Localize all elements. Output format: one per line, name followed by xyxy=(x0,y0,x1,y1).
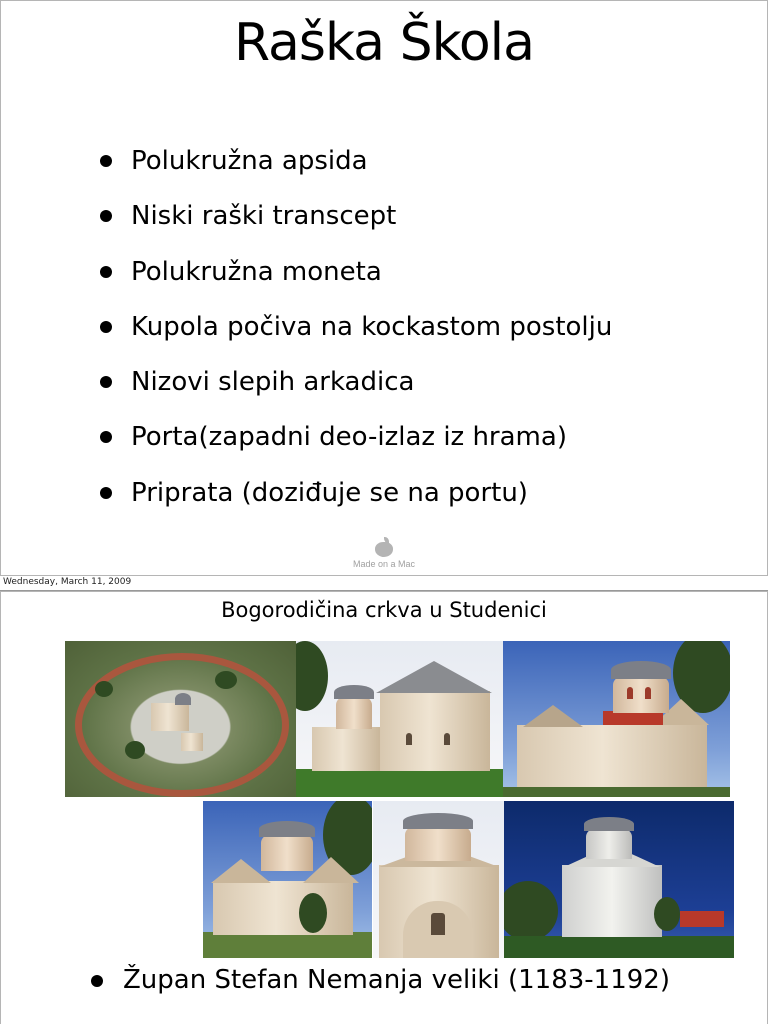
bullet-item xyxy=(97,360,612,415)
bullet-text: Polukružna apsida xyxy=(131,146,368,176)
bullet-list xyxy=(97,139,612,526)
bullet-item xyxy=(97,305,612,360)
church-southeast-view-photo xyxy=(503,641,730,797)
bullet-dot-icon xyxy=(100,210,112,222)
slide-2-title: Bogorodičina crkva u Studenici xyxy=(221,598,547,622)
made-on-mac-label: Made on a Mac xyxy=(352,559,416,569)
bullet-text: Porta(zapadni deo-izlaz iz hrama) xyxy=(131,422,567,453)
slide-1-title: Raška Škola xyxy=(234,13,534,73)
bullet-dot-icon xyxy=(100,266,112,278)
bullet-dot-icon xyxy=(100,376,112,388)
bullet-item xyxy=(97,415,612,470)
bullet-dot-icon xyxy=(100,321,112,333)
made-on-mac-badge xyxy=(341,537,427,569)
aerial-view-photo xyxy=(65,641,296,797)
bullet-item xyxy=(97,194,612,249)
bullet-item xyxy=(97,139,612,194)
church-evening-view-photo xyxy=(504,801,734,958)
bullet-item xyxy=(89,960,670,1000)
church-east-view-photo xyxy=(203,801,372,958)
church-apse-view-photo xyxy=(373,801,504,958)
bullet-text: Kupola počiva na kockastom postolju xyxy=(131,311,613,342)
bullet-dot-icon xyxy=(100,431,112,443)
church-north-view-photo xyxy=(296,641,503,797)
bullet-dot-icon xyxy=(100,155,112,167)
apple-logo-icon xyxy=(375,537,393,557)
slide-date-label: Wednesday, March 11, 2009 xyxy=(0,576,768,591)
bullet-text: Župan Stefan Nemanja veliki (1183-1192) xyxy=(123,965,670,995)
bullet-text: Niski raški transcept xyxy=(131,201,397,232)
bullet-text: Nizovi slepih arkadica xyxy=(131,367,415,398)
bullet-dot-icon xyxy=(100,487,112,499)
bullet-text: Priprata (doziđuje se na portu) xyxy=(131,477,528,508)
bullet-item xyxy=(97,250,612,305)
bullet-text: Polukružna moneta xyxy=(131,256,382,287)
bullet-item xyxy=(97,471,612,526)
slide-2 xyxy=(0,591,768,1024)
bullet-dot-icon xyxy=(91,975,103,987)
